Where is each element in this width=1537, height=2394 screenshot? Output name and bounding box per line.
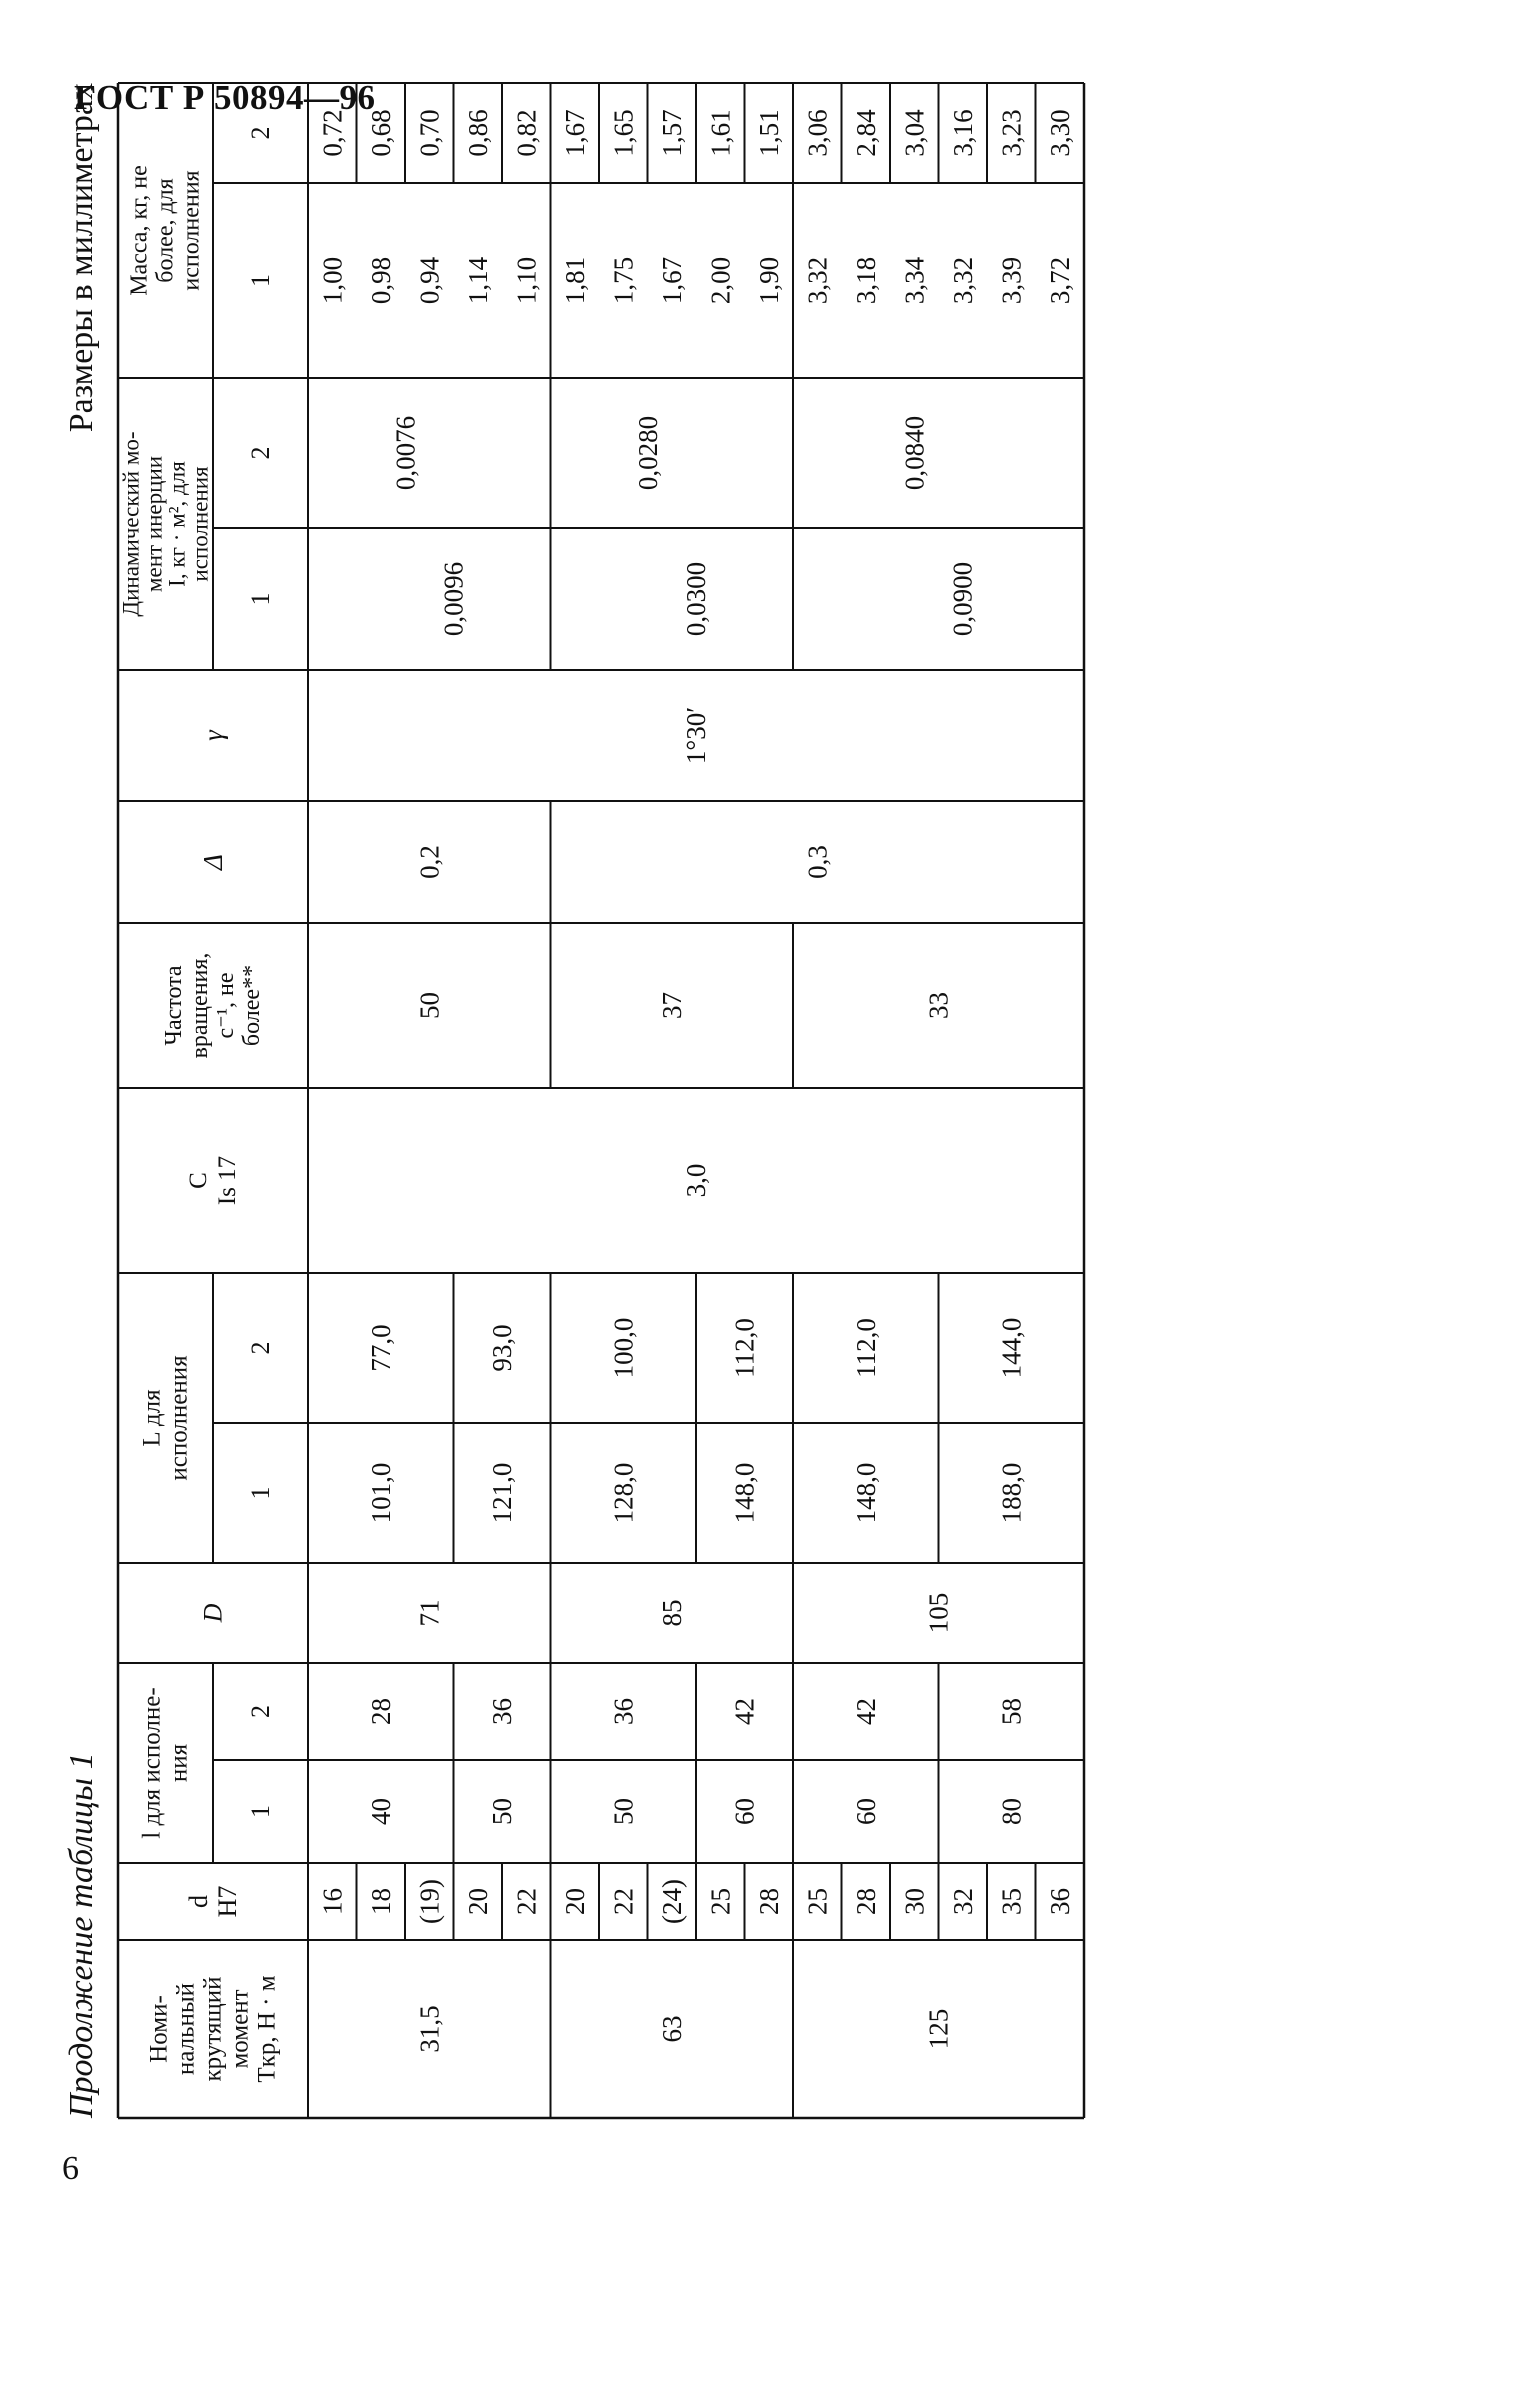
header-freq: более** [239,964,265,1047]
header-inertia-ex1: 1 [246,592,275,606]
cell-l-ex2: 36 [487,1698,517,1725]
units-note: Размеры в миллиметрах [63,83,100,433]
cell-mass-ex2: 1,67 [559,109,590,157]
cell-d: 35 [996,1888,1027,1915]
cell-mass-ex1: 0,94 [414,256,445,305]
cell-d: 22 [511,1888,542,1915]
cell-mass-ex1: 1,67 [656,256,687,305]
cell-mass-ex1: 3,34 [899,256,930,305]
cell-l-ex1: 60 [729,1798,760,1825]
cell-L-ex2: 100,0 [608,1317,639,1379]
header-mass: Масса, кг, не [126,165,153,296]
cell-d: (19) [414,1879,445,1924]
header-freq: с⁻¹, не [213,972,239,1039]
cell-d: 22 [608,1888,639,1915]
header-d: d [184,1895,213,1908]
cell-l-ex2: 28 [365,1698,396,1725]
header-L: исполнения [165,1355,193,1481]
header-l: l для исполне- [138,1687,166,1839]
cell-d: 36 [1044,1888,1075,1915]
header-l: ния [165,1743,193,1783]
cell-inertia-ex2: 0,0840 [899,415,930,491]
cell-delta: 0,2 [414,845,445,879]
header-torque: крутящий [199,1976,227,2082]
header-C: Is 17 [214,1155,241,1206]
cell-L-ex1: 101,0 [365,1462,396,1524]
cell-mass-ex2: 2,84 [850,109,881,157]
cell-inertia-ex2: 0,0076 [390,415,421,491]
cell-mass-ex2: 1,51 [753,109,784,157]
cell-L-ex1: 148,0 [729,1462,760,1524]
cell-inertia-ex1: 0,0300 [680,561,711,637]
cell-l-ex2: 58 [996,1698,1027,1725]
cell-mass-ex2: 0,82 [511,109,542,157]
cell-l-ex1: 50 [487,1798,517,1825]
header-mass: исполнения [178,170,205,291]
cell-mass-ex2: 1,65 [608,109,639,157]
cell-l-ex1: 80 [996,1798,1027,1825]
cell-freq: 50 [414,992,445,1019]
header-torque: Tкр, Н · м [253,1975,281,2083]
cell-d: 25 [802,1888,833,1915]
cell-mass-ex1: 3,72 [1044,256,1075,305]
header-L-ex1: 1 [246,1486,275,1500]
cell-mass-ex2: 1,61 [705,109,736,157]
cell-L-ex1: 148,0 [850,1462,881,1524]
cell-mass-ex2: 3,23 [996,109,1027,157]
header-l-ex1: 1 [246,1805,275,1818]
document-header: ГОСТ Р 50894—96 [74,78,376,117]
cell-inertia-ex1: 0,0096 [438,561,469,637]
cell-d: 20 [462,1888,493,1915]
cell-mass-ex1: 3,32 [802,256,833,305]
cell-inertia-ex2: 0,0280 [632,415,663,491]
cell-torque: 31,5 [414,2005,445,2053]
cell-mass-ex1: 3,18 [850,256,881,305]
header-torque: нальный [172,1982,200,2076]
cell-l-ex2: 36 [608,1698,639,1725]
cell-l-ex2: 42 [729,1698,760,1725]
cell-torque: 125 [923,2008,954,2050]
header-L-ex2: 2 [246,1341,275,1355]
cell-L-ex2: 112,0 [729,1318,760,1378]
header-inertia: мент инерции [141,455,167,593]
header-inertia: I, кг · м², для [164,461,190,587]
cell-l-ex2: 42 [850,1698,881,1725]
header-gamma: γ [198,730,228,741]
header-freq: вращения, [187,952,213,1059]
cell-D: 85 [656,1599,687,1627]
cell-d: 32 [947,1888,978,1915]
cell-mass-ex2: 0,68 [365,109,396,157]
cell-d: 25 [705,1888,736,1915]
cell-mass-ex1: 0,98 [365,256,396,305]
header-C: C [185,1172,212,1189]
cell-l-ex1: 40 [365,1798,396,1825]
cell-mass-ex2: 3,04 [899,109,930,157]
cell-L-ex1: 128,0 [608,1462,639,1524]
cell-d: 30 [899,1888,930,1915]
cell-mass-ex2: 0,70 [414,109,445,157]
cell-d: 28 [850,1888,881,1915]
cell-inertia-ex1: 0,0900 [947,561,978,637]
table-caption: Продолжение таблицы 1 [63,1752,100,2118]
cell-d: 20 [559,1888,590,1915]
cell-mass-ex2: 3,30 [1044,109,1075,157]
cell-mass-ex1: 3,32 [947,256,978,305]
cell-D: 105 [923,1592,954,1634]
header-inertia-ex2: 2 [246,446,275,460]
cell-delta: 0,3 [802,845,833,879]
cell-L-ex1: 121,0 [487,1462,517,1524]
header-l-ex2: 2 [246,1705,275,1718]
cell-gamma: 1°30′ [681,706,711,765]
cell-freq: 33 [923,992,954,1019]
cell-mass-ex1: 2,00 [705,256,736,305]
cell-L-ex2: 93,0 [487,1324,517,1372]
cell-mass-ex1: 1,14 [462,256,493,305]
header-D: D [198,1603,228,1623]
header-torque: момент [226,1989,254,2069]
cell-mass-ex1: 1,90 [753,256,784,305]
header-inertia: Динамический мо- [118,431,144,617]
header-inertia: исполнения [187,466,213,582]
header-mass-ex1: 1 [246,274,275,287]
page-number: 6 [62,2150,79,2187]
header-L: L для [138,1389,166,1447]
cell-mass-ex2: 3,16 [947,109,978,157]
cell-l-ex1: 60 [850,1798,881,1825]
cell-freq: 37 [656,992,687,1019]
cell-mass-ex1: 1,10 [511,256,542,305]
cell-mass-ex2: 0,86 [462,109,493,157]
cell-d: 16 [317,1888,348,1915]
header-delta: Δ [198,854,228,870]
cell-d: 28 [753,1888,784,1915]
cell-torque: 63 [656,2015,687,2043]
header-torque: Номи- [145,1995,173,2063]
cell-l-ex1: 50 [608,1798,639,1825]
cell-L-ex2: 77,0 [365,1324,396,1372]
cell-L-ex1: 188,0 [996,1462,1027,1524]
cell-L-ex2: 144,0 [996,1317,1027,1379]
header-mass-ex2: 2 [246,126,275,140]
cell-mass-ex1: 3,39 [996,256,1027,305]
cell-mass-ex1: 1,75 [608,256,639,305]
cell-mass-ex2: 0,72 [317,109,348,157]
cell-mass-ex1: 1,00 [317,256,348,305]
cell-d: (24) [656,1879,687,1924]
cell-mass-ex2: 1,57 [656,109,687,157]
header-freq: Частота [161,965,187,1046]
header-mass: более, для [152,178,179,283]
header-d: H7 [213,1885,242,1918]
cell-L-ex2: 112,0 [850,1318,881,1378]
cell-d: 18 [365,1888,396,1915]
cell-mass-ex2: 3,06 [802,109,833,157]
cell-C: 3,0 [681,1163,711,1198]
cell-D: 71 [414,1599,445,1627]
cell-mass-ex1: 1,81 [559,256,590,305]
